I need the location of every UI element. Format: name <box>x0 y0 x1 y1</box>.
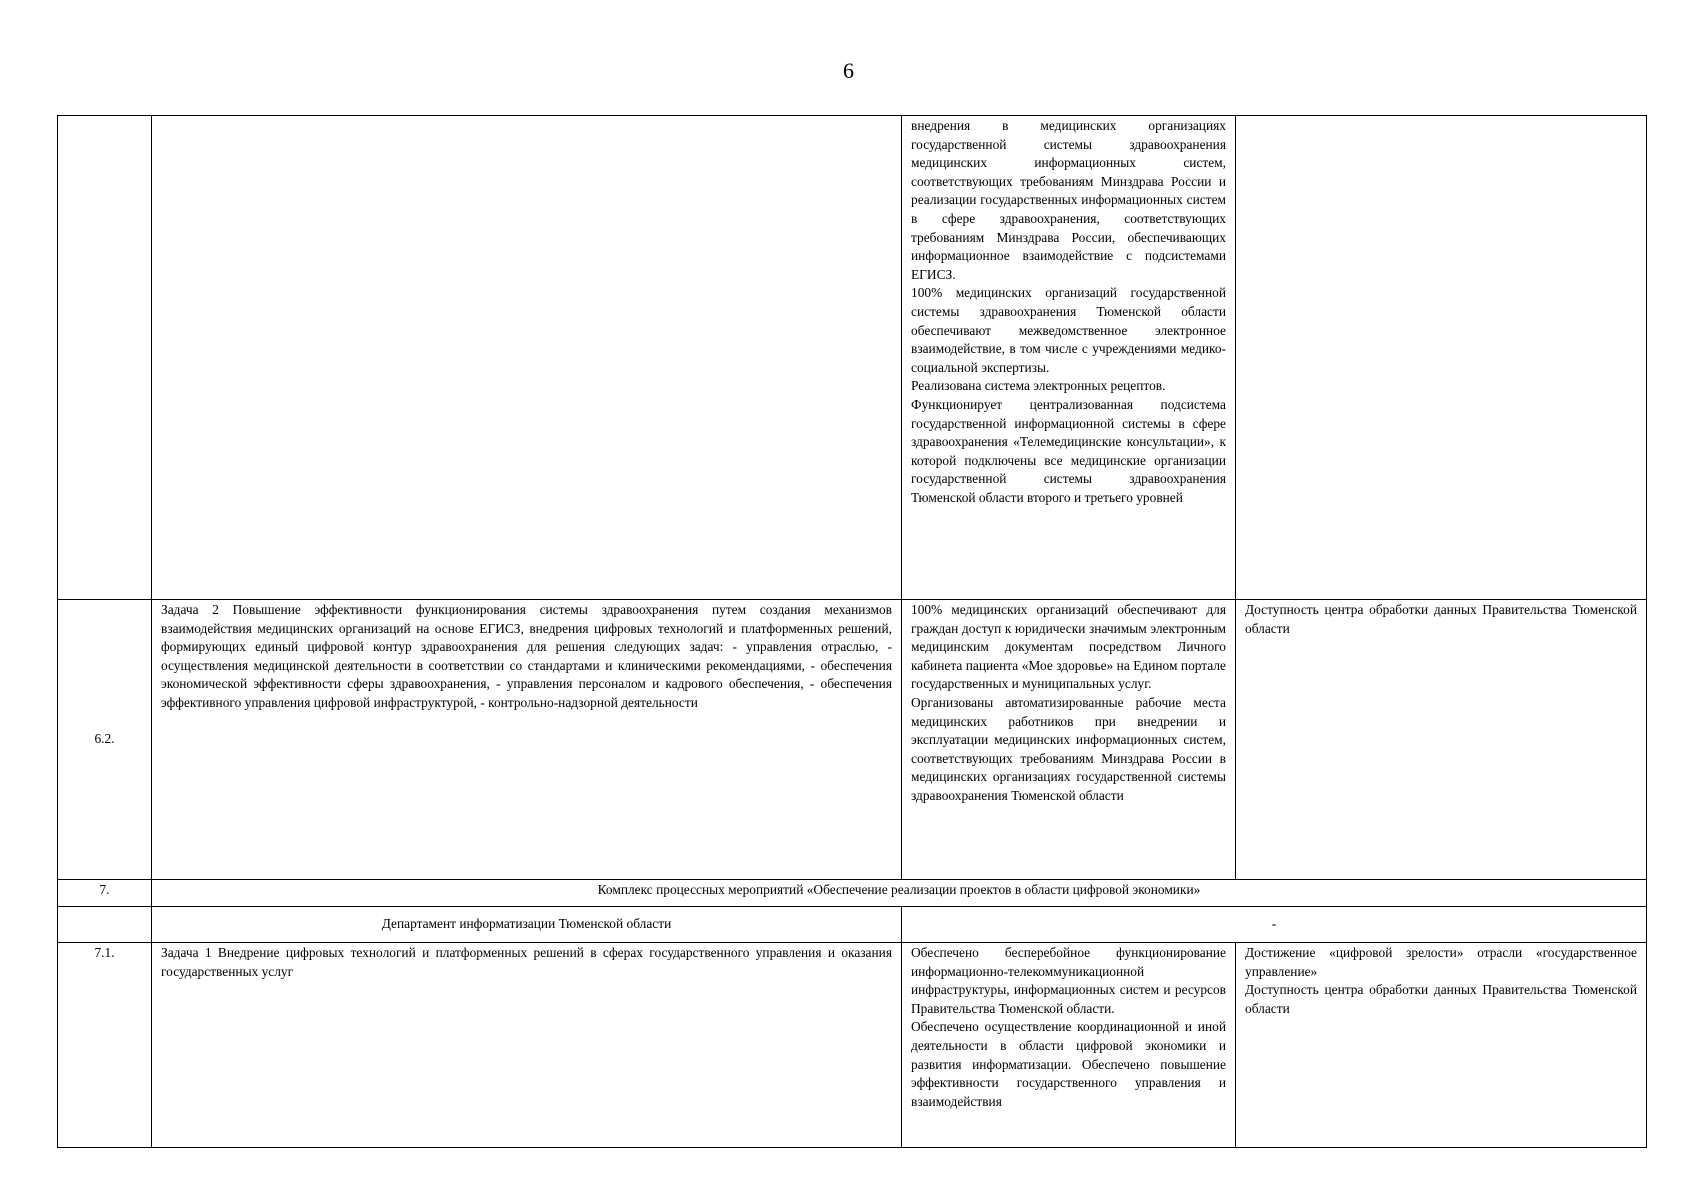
task-cell <box>152 116 902 600</box>
row-number-cell: 7. <box>58 880 152 907</box>
task-cell <box>152 600 902 880</box>
table-row <box>58 943 1647 1148</box>
results-cell <box>902 600 1236 880</box>
section-title-cell: Комплекс процессных мероприятий «Обеспечение реализации проектов в области цифровой экономики» <box>152 880 1647 907</box>
table-row <box>58 600 1647 880</box>
results-cell <box>902 116 1236 600</box>
table-row <box>58 907 1647 943</box>
responsible-cell: Департамент информатизации Тюменской области <box>152 907 902 943</box>
indicators-cell <box>1236 116 1647 600</box>
dash-cell: - <box>902 907 1647 943</box>
result-paragraph: Реализована система электронных рецептов. <box>911 378 1166 394</box>
row-number-cell: 6.2. <box>58 600 152 880</box>
result-paragraph: внедрения в медицинских организациях государственной системы здравоохранения медицинских информационных систем, соответствующих требованиям Минздрава России и реализации государственных информационных систем в сфере здравоохранения, соответствующих требованиям Минздрава России, обеспечивающих информационное взаимодействие с подсистемами ЕГИСЗ. <box>911 118 1226 282</box>
row-number-cell: 7.1. <box>58 943 152 1148</box>
row-number-cell <box>58 907 152 943</box>
result-paragraph: 100% медицинских организаций обеспечивают для граждан доступ к юридически значимым электронным медицинским документам посредством Личного кабинета пациента «Мое здоровье» на Едином портале государственных и муниципальных услуг. <box>911 602 1226 692</box>
result-paragraph: Обеспечено бесперебойное функционирование информационно-телекоммуникационной инфраструктуры, информационных систем и ресурсов Правительства Тюменской области. <box>911 945 1226 1016</box>
indicator-text: Доступность центра обработки данных Правительства Тюменской области <box>1245 982 1637 1016</box>
row-number-cell <box>58 116 152 600</box>
results-cell <box>902 943 1236 1148</box>
indicators-cell <box>1236 600 1647 880</box>
indicator-text: Достижение «цифровой зрелости» отрасли «государственное управление» <box>1245 945 1637 979</box>
result-paragraph: Функционирует централизованная подсистема государственной информационной системы в сфере здравоохранения «Телемедицинские консультации», к которой подключены все медицинские организации государственной системы здравоохранения Тюменской области второго и третьего уровней <box>911 396 1226 505</box>
plan-table <box>57 115 1647 1148</box>
table-row <box>58 880 1647 907</box>
page-number: 6 <box>843 58 854 83</box>
task-text: Задача 2 Повышение эффективности функционирования системы здравоохранения путем создания механизмов взаимодействия медицинских организаций на основе ЕГИСЗ, внедрения цифровых технологий и платформенных решений, формирующих единый цифровой контур здравоохранения для решения следующих задач: - управления отраслью, - осуществления медицинской деятельности в соответствии со стандартами и клиническими рекомендациями, - обеспечения экономической эффективности сферы здравоохранения, - управления персоналом и кадрового обеспечения, - обеспечения эффективного управления цифровой инфраструктурой, - контрольно-надзорной деятельности <box>161 602 892 710</box>
result-paragraph: 100% медицинских организаций государственной системы здравоохранения Тюменской области обеспечивают межведомственное электронное взаимодействие, в том числе с учреждениями медико-социальной экспертизы. <box>911 285 1226 375</box>
task-text: Задача 1 Внедрение цифровых технологий и платформенных решений в сферах государственного управления и оказания государственных услуг <box>161 945 892 979</box>
result-paragraph: Обеспечено осуществление координационной и иной деятельности в области цифровой экономики и развития информатизации. Обеспечено повышение эффективности государственного управления и взаимодействия <box>911 1019 1226 1109</box>
indicator-text: Доступность центра обработки данных Правительства Тюменской области <box>1245 602 1637 636</box>
task-cell <box>152 943 902 1148</box>
result-paragraph: Организованы автоматизированные рабочие места медицинских работников при внедрении и эксплуатации медицинских информационных систем, соответствующих требованиям Минздрава России в медицинских организациях государственной системы здравоохранения Тюменской области <box>911 694 1226 803</box>
table-row <box>58 116 1647 600</box>
indicators-cell <box>1236 943 1647 1148</box>
